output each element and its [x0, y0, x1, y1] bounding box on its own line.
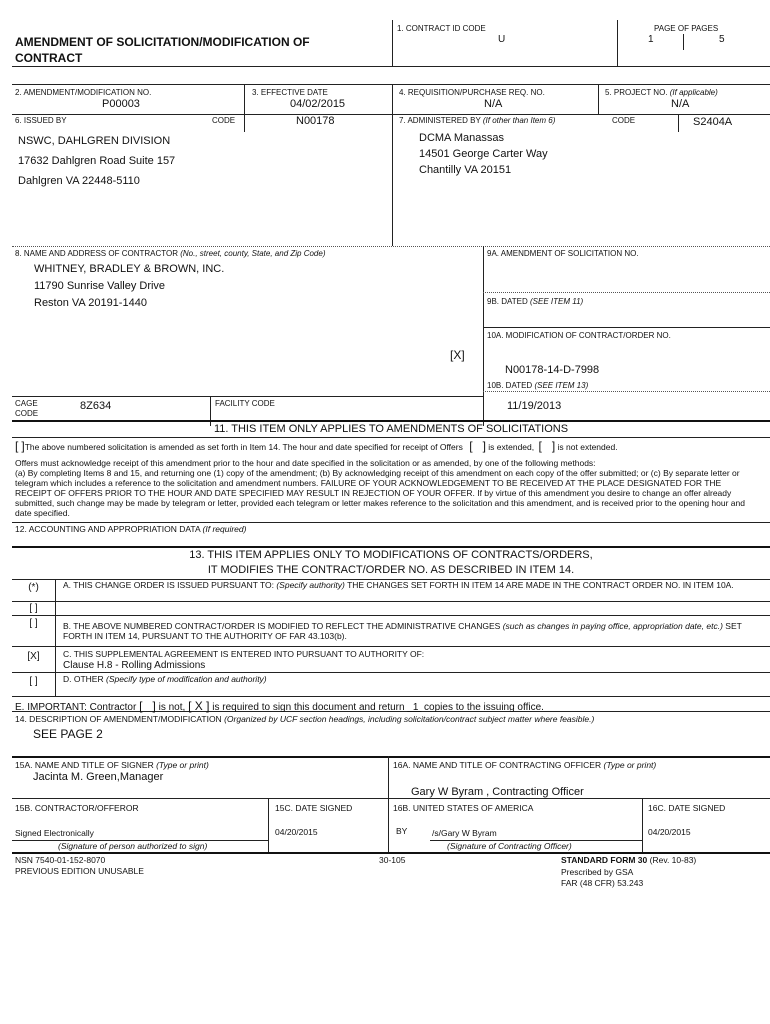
is-required-checkbox[interactable]: [ X ] — [188, 699, 210, 713]
option-c-authority: Clause H.8 - Rolling Admissions — [63, 660, 206, 671]
divider — [12, 672, 770, 673]
contract-id-value: U — [498, 34, 506, 45]
option-b-checkbox-1[interactable]: [ ] — [29, 603, 38, 614]
option-d-text: D. OTHER (Specify type of modification and authority) — [63, 674, 267, 684]
modification-contract-label: 10A. MODIFICATION OF CONTRACT/ORDER NO. — [487, 331, 671, 340]
date-signed-15c: 04/20/2015 — [275, 827, 318, 837]
project-no-label: 5. PROJECT NO. (If applicable) — [605, 88, 718, 97]
option-b-text: B. THE ABOVE NUMBERED CONTRACT/ORDER IS MODIFIED TO REFLECT THE ADMINISTRATIVE CHANGES (such as changes in paying office, appropriation date, etc.) SET FORTH IN ITEM 14, PURSUANT TO THE AUTHORITY OF FAR 43.103(b). — [63, 621, 742, 641]
previous-edition-note: PREVIOUS EDITION UNUSABLE — [15, 866, 144, 876]
divider — [617, 20, 618, 66]
divider — [12, 615, 770, 616]
item-11-line1: [ ]The above numbered solicitation is amended as set forth in Item 14. The hour and date specified for receipt of Offers [ ] is extended, [ ] is not extended. — [15, 439, 618, 453]
contractor-city: Reston VA 20191-1440 — [34, 297, 147, 309]
option-a-text: A. THIS CHANGE ORDER IS ISSUED PURSUANT TO: (Specify authority) THE CHANGES SET FORTH IN ITEM 14 ARE MADE IN THE CONTRACT ORDER NO. IN ITEM 10A. — [63, 580, 734, 590]
page-number: 1 — [648, 34, 654, 45]
admin-code-label: CODE — [612, 116, 636, 125]
divider — [388, 756, 389, 853]
contractor-offeror-label: 15B. CONTRACTOR/OFFEROR — [15, 803, 139, 813]
dated-10b-label: 10B. DATED (SEE ITEM 13) — [487, 381, 589, 390]
item-11-line2: Offers must acknowledge receipt of this amendment prior to the hour and date specified in the solicitation or as amended, by one of the following methods: — [15, 458, 596, 468]
date-signed-15c-label: 15C. DATE SIGNED — [275, 803, 353, 813]
contract-id-label: 1. CONTRACT ID CODE — [397, 24, 486, 33]
issued-code-value: N00178 — [296, 115, 335, 127]
signature-person-caption: (Signature of person authorized to sign) — [58, 841, 208, 851]
option-c-text: C. THIS SUPPLEMENTAL AGREEMENT IS ENTERED INTO PURSUANT TO AUTHORITY OF: — [63, 649, 425, 659]
facility-code-label: FACILITY CODE — [215, 399, 275, 408]
divider — [12, 114, 770, 115]
divider — [12, 437, 770, 438]
dated-10b-value: 11/19/2013 — [507, 400, 562, 412]
admin-street: 14501 George Carter Way — [419, 148, 548, 160]
divider — [12, 646, 770, 647]
is-not-checkbox[interactable]: [ ] — [139, 699, 156, 713]
issued-code-label: CODE — [212, 116, 236, 125]
amendment-no-label: 2. AMENDMENT/MODIFICATION NO. — [15, 88, 152, 97]
item-13-title-2: IT MODIFIES THE CONTRACT/ORDER NO. AS DESCRIBED IN ITEM 14. — [207, 564, 575, 576]
dated-9b-label: 9B. DATED (SEE ITEM 11) — [487, 297, 584, 306]
description-label: 14. DESCRIPTION OF AMENDMENT/MODIFICATION (Organized by UCF section headings, including solicitation/contract subject matter where feasible.) — [15, 714, 595, 724]
divider — [12, 84, 770, 85]
item-11-title: 11. THIS ITEM ONLY APPLIES TO AMENDMENTS OF SOLICITATIONS — [213, 423, 569, 435]
divider — [55, 579, 56, 696]
form-title-line2: CONTRACT — [15, 51, 83, 65]
issuer-street: 17632 Dahlgren Road Suite 157 — [18, 155, 176, 167]
divider — [12, 66, 770, 67]
page-total: 5 — [719, 34, 725, 45]
contractor-label: 8. NAME AND ADDRESS OF CONTRACTOR (No., street, county, State, and Zip Code) — [15, 249, 326, 258]
divider — [268, 798, 269, 853]
divider — [12, 522, 770, 523]
not-extended-checkbox[interactable]: [ ] — [538, 439, 556, 453]
admin-code-value: S2404A — [693, 116, 733, 128]
divider — [392, 84, 393, 246]
prescribed-by: Prescribed by GSA — [561, 867, 634, 877]
divider — [12, 798, 770, 799]
item-11-paragraph: (a) By completing Items 8 and 15, and returning one (1) copy of the amendment; (b) By acknowledging receipt of this amendment on each copy of the offer submitted; or (c) By separate letter or telegram which includes a reference to the solicitation and amendment numbers. FAILURE OF YOUR ACKNOWLEDGEMENT TO BE RECEIVED AT THE PLACE DESIGNATED FOR THE RECEIPT OF OFFERS PRIOR TO THE HOUR AND DATE SPECIFIED MAY RESULT IN REJECTION OF YOUR OFFER. If by virtue of this amendment you desire to change an offer already submitted, such change may be made by telegram or letter, provided each telegram or letter makes reference to the solicitation and this amendment, and is received prior to the opening hour and date specified. — [15, 468, 745, 518]
divider — [12, 420, 770, 422]
signature-officer-caption: (Signature of Contracting Officer) — [447, 841, 572, 851]
item-13-title-1: 13. THIS ITEM APPLIES ONLY TO MODIFICATIONS OF CONTRACTS/ORDERS, — [189, 549, 593, 561]
administered-by-label: 7. ADMINISTERED BY (If other than Item 6) — [399, 116, 556, 125]
nsn-number: NSN 7540-01-152-8070 — [15, 855, 106, 865]
divider — [678, 114, 679, 132]
far-reference: FAR (48 CFR) 53.243 — [561, 878, 644, 888]
contractor-street: 11790 Sunrise Valley Drive — [34, 280, 166, 292]
cage-label: CAGE — [15, 399, 38, 408]
divider — [12, 396, 483, 397]
divider — [392, 20, 393, 66]
date-signed-16c: 04/20/2015 — [648, 827, 691, 837]
divider — [244, 84, 245, 132]
issuer-name: NSWC, DAHLGREN DIVISION — [18, 135, 171, 147]
form-code: 30-105 — [379, 855, 406, 865]
requisition-value: N/A — [484, 98, 503, 110]
usa-label: 16B. UNITED STATES OF AMERICA — [393, 803, 534, 813]
description-value: SEE PAGE 2 — [33, 727, 103, 741]
divider — [12, 246, 770, 247]
amendment-no-value: P00003 — [102, 98, 140, 110]
admin-name: DCMA Manassas — [419, 132, 504, 144]
divider — [598, 84, 599, 114]
divider — [12, 696, 770, 697]
cage-code-value: 8Z634 — [80, 400, 112, 412]
divider — [12, 852, 770, 854]
divider — [483, 391, 770, 392]
issued-by-label: 6. ISSUED BY — [15, 116, 67, 125]
accounting-label: 12. ACCOUNTING AND APPROPRIATION DATA (If required) — [15, 524, 247, 534]
option-b-checkbox-2[interactable]: [ ] — [29, 618, 38, 629]
officer-signature: /s/Gary W Byram — [432, 828, 497, 838]
form-title-line1: AMENDMENT OF SOLICITATION/MODIFICATION OF — [15, 35, 310, 49]
signer-label: 15A. NAME AND TITLE OF SIGNER (Type or print) — [15, 760, 209, 770]
effective-date-value: 04/02/2015 — [290, 98, 346, 110]
divider — [483, 327, 770, 328]
project-no-value: N/A — [671, 98, 690, 110]
important-line: E. IMPORTANT: Contractor [ ] is not, [ X ] is required to sign this document and return 1 copies to the issuing office. — [15, 699, 544, 713]
contracting-officer-name: Gary W Byram , Contracting Officer — [411, 786, 584, 798]
cage-code-label: CODE — [15, 409, 39, 418]
divider — [12, 756, 770, 758]
divider — [683, 34, 684, 50]
requisition-label: 4. REQUISITION/PURCHASE REQ. NO. — [399, 88, 545, 97]
copies-count: 1 — [412, 702, 419, 713]
divider — [12, 546, 770, 548]
admin-city: Chantilly VA 20151 — [419, 164, 512, 176]
signer-name: Jacinta M. Green,Manager — [33, 771, 164, 783]
date-signed-16c-label: 16C. DATE SIGNED — [648, 803, 726, 813]
divider — [642, 798, 643, 853]
extended-checkbox[interactable]: [ ] — [469, 439, 486, 453]
contract-order-number: N00178-14-D-7998 — [505, 364, 600, 376]
option-d-checkbox[interactable]: [ ] — [29, 676, 38, 687]
contractor-signature: Signed Electronically — [15, 828, 94, 838]
divider — [483, 246, 484, 426]
amendment-solicitation-label: 9A. AMENDMENT OF SOLICITATION NO. — [487, 249, 639, 258]
modification-checkbox[interactable]: [X] — [450, 348, 465, 362]
divider — [483, 292, 770, 293]
option-c-checkbox[interactable]: [X] — [27, 651, 40, 662]
contractor-name: WHITNEY, BRADLEY & BROWN, INC. — [34, 263, 225, 275]
standard-form-label: STANDARD FORM 30 (Rev. 10-83) — [561, 855, 697, 865]
effective-date-label: 3. EFFECTIVE DATE — [252, 88, 328, 97]
by-label: BY — [396, 826, 408, 836]
option-a-checkbox[interactable]: (*) — [28, 582, 39, 593]
divider — [12, 601, 770, 602]
offer-checkbox[interactable]: [ — [15, 439, 19, 453]
issuer-city: Dahlgren VA 22448-5110 — [18, 175, 140, 187]
page-of-pages-label: PAGE OF PAGES — [654, 24, 719, 33]
contracting-officer-label: 16A. NAME AND TITLE OF CONTRACTING OFFICER (Type or print) — [393, 760, 657, 770]
